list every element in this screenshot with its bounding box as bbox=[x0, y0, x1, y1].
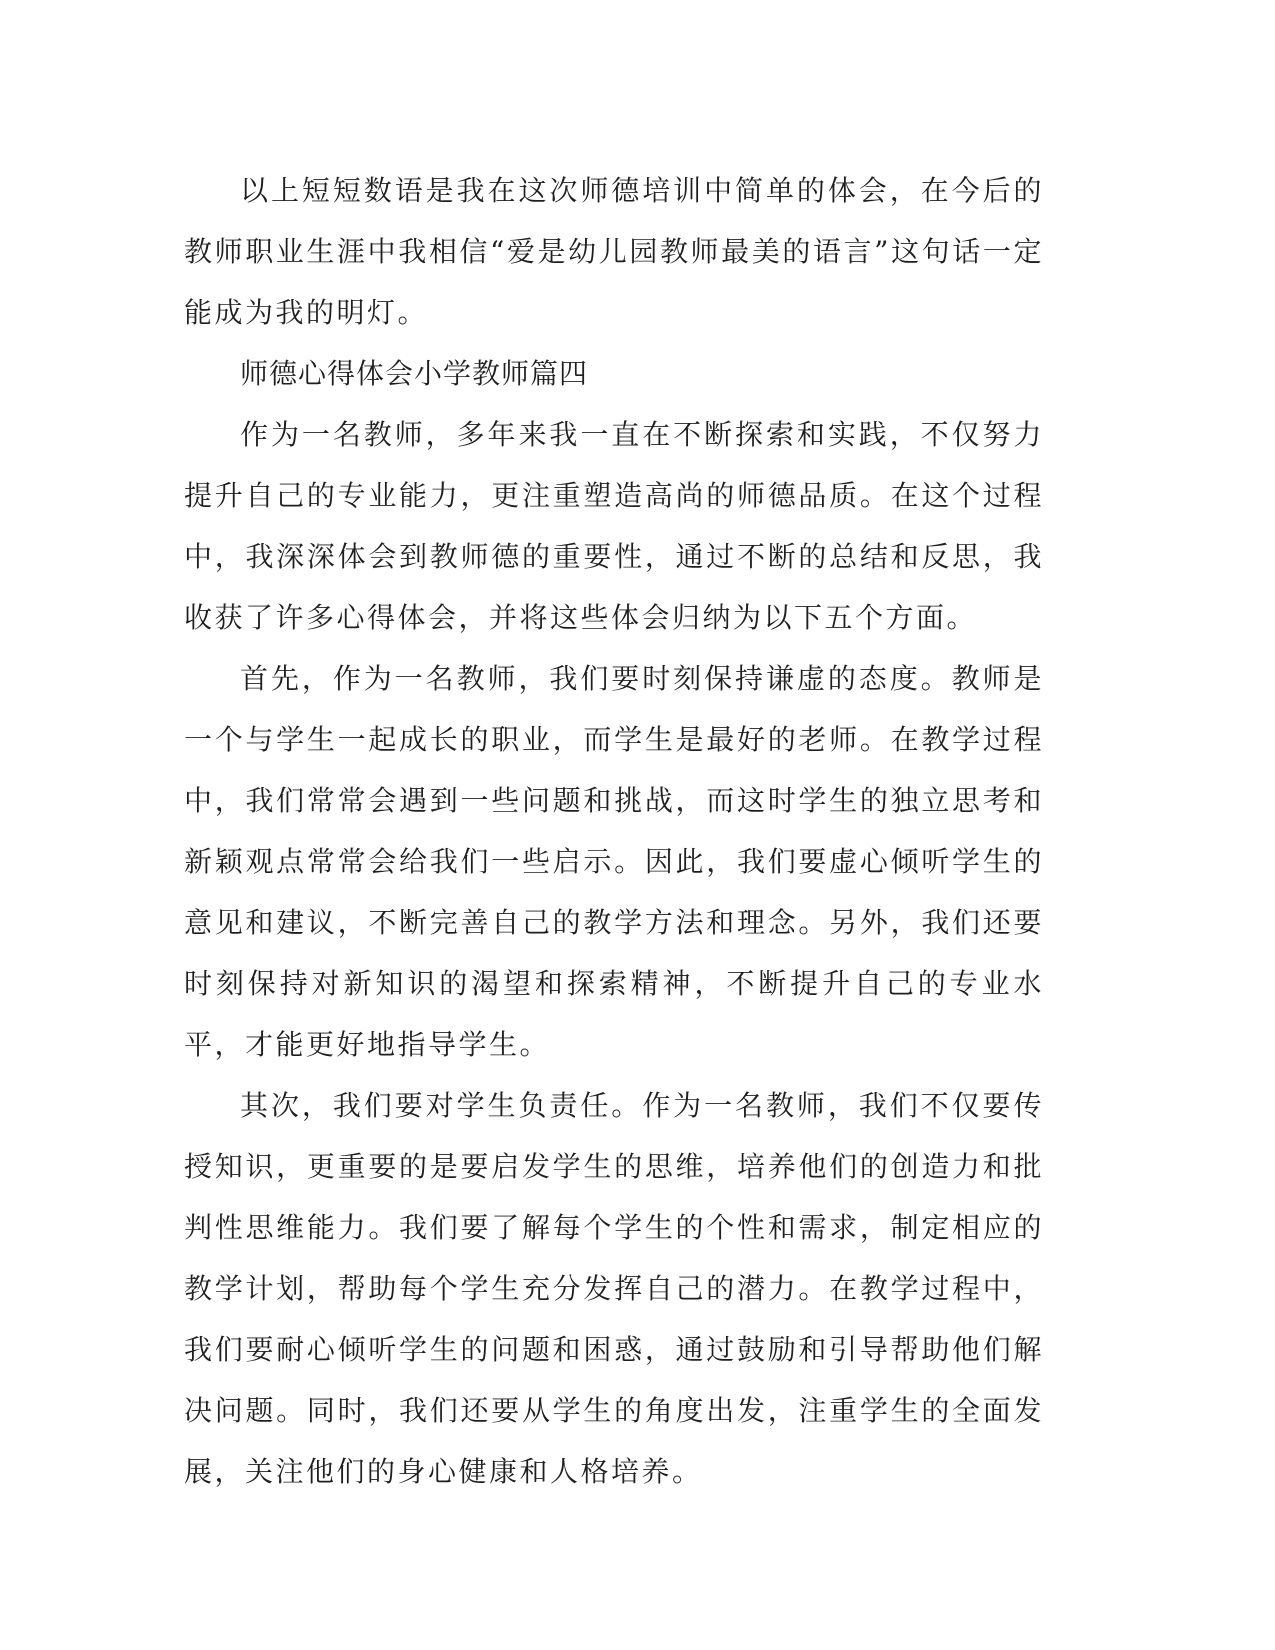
paragraph-second-point: 其次，我们要对学生负责任。作为一名教师，我们不仅要传授知识，更重要的是要启发学生的思维，培养他们的创造力和批判性思维能力。我们要了解每个学生的个性和需求，制定相应的教学计划，帮助每个学生充分发挥自己的潜力。在教学过程中，我们要耐心倾听学生的问题和困惑，通过鼓励和引导帮助他们解决问题。同时，我们还要从学生的角度出发，注重学生的全面发展，关注他们的身心健康和人格培养。 bbox=[184, 1089, 1044, 1488]
paragraph-introduction: 作为一名教师，多年来我一直在不断探索和实践，不仅努力提升自己的专业能力，更注重塑造高尚的师德品质。在这个过程中，我深深体会到教师德的重要性，通过不断的总结和反思，我收获了许多心得体会，并将这些体会归纳为以下五个方面。 bbox=[184, 418, 1044, 634]
paragraph-first-point: 首先，作为一名教师，我们要时刻保持谦虚的态度。教师是一个与学生一起成长的职业，而学生是最好的老师。在教学过程中，我们常常会遇到一些问题和挑战，而这时学生的独立思考和新颖观点常常会给我们一些启示。因此，我们要虚心倾听学生的意见和建议，不断完善自己的教学方法和理念。另外，我们还要时刻保持对新知识的渴望和探索精神，不断提升自己的专业水平，才能更好地指导学生。 bbox=[184, 662, 1044, 1061]
document-body bbox=[184, 160, 1044, 1502]
section-heading: 师德心得体会小学教师篇四 bbox=[240, 357, 589, 390]
paragraph-closing-reflection: 以上短短数语是我在这次师德培训中简单的体会，在今后的教师职业生涯中我相信“爱是幼儿园教师最美的语言”这句话一定能成为我的明灯。 bbox=[184, 174, 1044, 329]
